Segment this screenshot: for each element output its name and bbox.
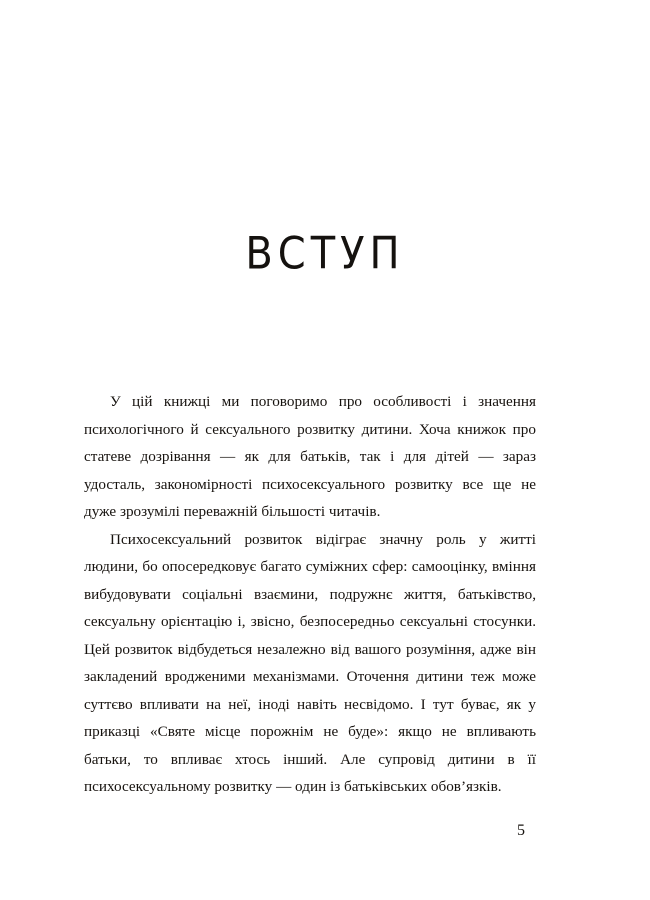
paragraph: Психосексуальний розвиток відіграє значну роль у житті людини, бо опосередковує багато суміжних сфер: самооцінку, вміння вибудовувати соціальні взаємини, подружнє життя, батьківство, сексуальну орієнтацію і, звісно, безпосередньо сексуальні стосунки. Цей розвиток відбудеться незалежно від вашого розуміння, адже він закладений вродженими механізмами. Оточення дитини теж може суттєво впливати на неї, іноді навіть несвідомо. І тут буває, як у приказці «Святе місце порожнім не буде»: якщо не впливають батьки, то впливає хтось інший. Але супровід дитини в її психосексуальному розвитку — один із батьківських обов’язків. (84, 530, 536, 795)
page-number: 5 (517, 822, 525, 839)
paragraph: У цій книжці ми поговоримо про особливості і значення психологічного й сексуального розвитку дитини. Хоча книжок про статеве дозрівання — як для батьків, так і для дітей — зараз удосталь, закономірності психосексуального розвитку все ще не дуже зрозумілі переважній більшості читачів. (84, 393, 536, 520)
body-text (84, 388, 536, 801)
chapter-title: ВСТУП (245, 228, 405, 280)
